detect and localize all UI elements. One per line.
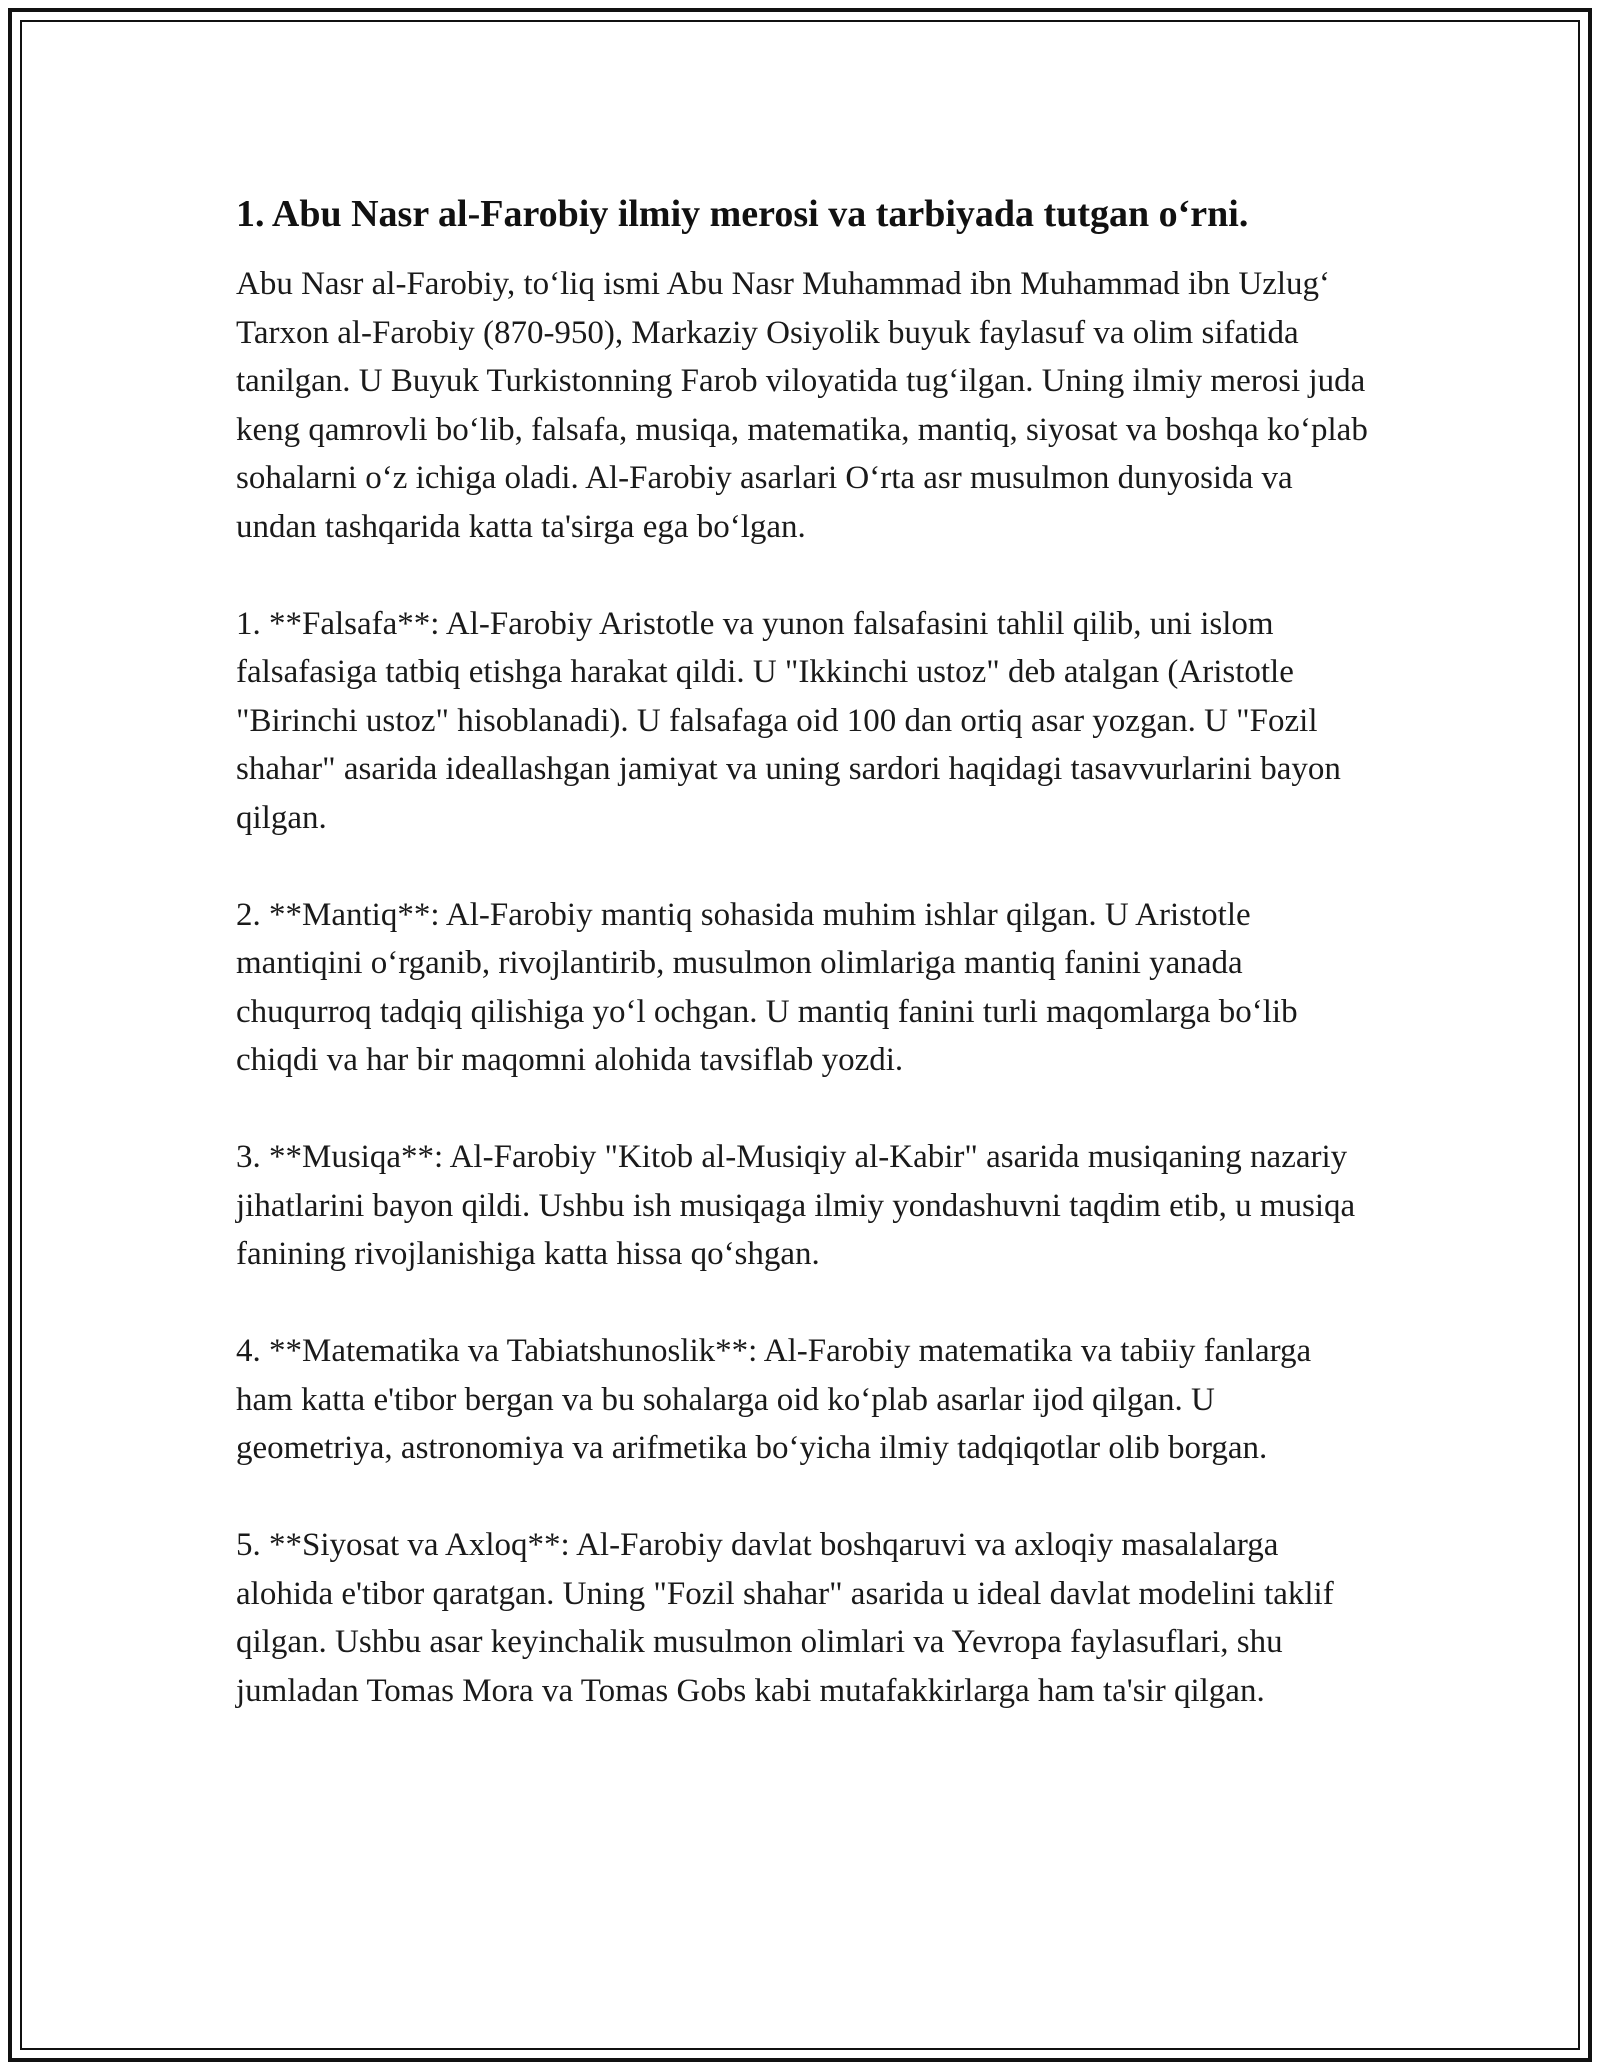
paragraph-falsafa: 1. **Falsafa**: Al-Farobiy Aristotle va yunon falsafasini tahlil qilib, uni islom falsafasiga tatbiq etishga harakat qildi. U "Ikkinchi ustoz" deb atalgan (Aristotle "Birinchi ustoz" hisoblanadi). U falsafaga oid 100 dan ortiq asar yozgan. U "Fozil shahar" asarida ideallashgan jamiyat va uning sardori haqidagi tasavvurlarini bayon qilgan. — [236, 605, 1341, 836]
intro-paragraph: Abu Nasr al-Farobiy, to‘liq ismi Abu Nasr Muhammad ibn Muhammad ibn Uzlug‘ Tarxon al-Farobiy (870-950), Markaziy Osiyolik buyuk faylasuf va olim sifatida tanilgan. U Buyuk Turkistonning Farob viloyatida tug‘ilgan. Uning ilmiy merosi juda keng qamrovli bo‘lib, falsafa, musiqa, matematika, mantiq, siyosat va boshqa ko‘plab sohalarni o‘z ichiga oladi. Al-Farobiy asarlari O‘rta asr musulmon dunyosida va undan tashqarida katta ta'sirga ega bo‘lgan. — [236, 266, 1368, 545]
paragraph-matematika: 4. **Matematika va Tabiatshunoslik**: Al-Farobiy matematika va tabiiy fanlarga ham katta e'tibor bergan va bu sohalarga oid ko‘plab asarlar ijod qilgan. U geometriya, astronomiya va arifmetika bo‘yicha ilmiy tadqiqotlar olib borgan. — [236, 1333, 1312, 1466]
paragraph-siyosat: 5. **Siyosat va Axloq**: Al-Farobiy davlat boshqaruvi va axloqiy masalalarga alohida e'tibor qaratgan. Uning "Fozil shahar" asarida u ideal davlat modelini taklif qilgan. Ushbu asar keyinchalik musulmon olimlari va Yevropa faylasuflari, shu jumladan Tomas Mora va Tomas Gobs kabi mutafakkirlarga ham ta'sir qilgan. — [236, 1527, 1334, 1709]
document-title: 1. Abu Nasr al-Farobiy ilmiy merosi va tarbiyada tutgan o‘rni. — [236, 193, 1249, 235]
document-body — [236, 190, 1376, 1764]
paragraph-musiqa: 3. **Musiqa**: Al-Farobiy "Kitob al-Musiqiy al-Kabir" asarida musiqaning nazariy jihatlarini bayon qildi. Ushbu ish musiqaga ilmiy yondashuvni taqdim etib, u musiqa fanining rivojlanishiga katta hissa qo‘shgan. — [236, 1139, 1356, 1272]
paragraph-mantiq: 2. **Mantiq**: Al-Farobiy mantiq sohasida muhim ishlar qilgan. U Aristotle mantiqini o‘rganib, rivojlantirib, musulmon olimlariga mantiq fanini yanada chuqurroq tadqiq qilishiga yo‘l ochgan. U mantiq fanini turli maqomlarga bo‘lib chiqdi va har bir maqomni alohida tavsiflab yozdi. — [236, 896, 1298, 1078]
